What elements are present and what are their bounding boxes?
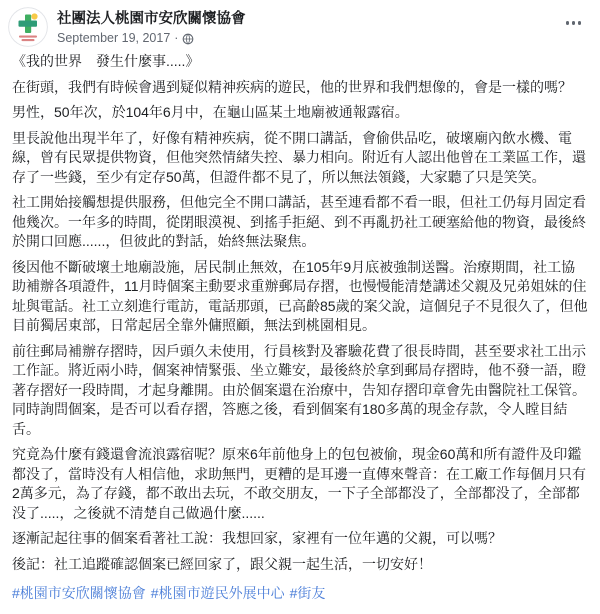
header-meta xyxy=(57,7,246,46)
timestamp-text: September 19, 2017 xyxy=(57,31,171,46)
page-name-link[interactable]: 社團法人桃園市安欣關懷協會 xyxy=(57,11,246,27)
timestamp-separator: · xyxy=(174,31,179,46)
post-paragraph: 男性，50年次，於104年6月中，在龜山區某土地廟被通報露宿。 xyxy=(12,104,409,120)
post-paragraph: 究竟為什麼有錢還會流浪露宿呢？原來6年前他身上的包包被偷，現金60萬和所有證件及印鑑都没了，當時没有人相信他，求助無門，更糟的是耳邊一直傳來聲音：在工廠工作每個月只有2萬多元，為了存錢，都不敢出去玩，不敢交朋友，一下子全部都没了，全部都没了，全部都没了.....，之後就不清楚自己做過什麼...... xyxy=(12,446,586,521)
page-avatar-anxin-logo-icon[interactable] xyxy=(8,7,48,47)
more-options-button[interactable] xyxy=(563,16,585,30)
more-options-icon xyxy=(578,21,582,25)
post-paragraph: 社工開始接觸想提供服務，但他完全不開口講話，甚至連看都不看一眼，但社工仍每月固定看他幾次。一年多的時間，從閉眼漠視、到搖手拒絕、到不再亂扔社工硬塞給他的物資，最後終於開口回應......，但彼此的對話，始終無法聚焦。 xyxy=(12,194,586,249)
post-paragraph: 里長說他出現半年了，好像有精神疾病，從不開口講話，會偷供品吃，破壞廟內飲水機、電線，曾有民眾提供物資，但他突然情緒失控、暴力相向。附近有人認出他曾在工業區工作，還存了一些錢，至少有定存50萬，但證件都不見了，所以無法領錢，大家聽了只是笑笑。 xyxy=(12,129,586,185)
hashtag-row xyxy=(0,584,600,614)
post-paragraph: 前往郵局補辦存摺時，因戶頭久未使用，行員核對及審驗花費了很長時間，甚至要求社工出示工作証。將近兩小時，個案神情緊張、坐立難安，最後終於拿到郵局存摺時，他不發一語，瞪著存摺好一段時間，才起身離開。由於個案還在治療中，告知存摺印章會先由醫院社工保管。同時詢問個案，是否可以看存摺，答應之後，看到個案有180多萬的現金存款，令人瞠目結舌。 xyxy=(12,342,586,437)
post-timestamp[interactable] xyxy=(57,31,246,46)
hashtag-link[interactable]: #桃園市遊民外展中心 xyxy=(150,585,285,601)
post-paragraph: 後因他不斷破壞土地廟設施，居民制止無效，在105年9月底被強制送醫。治療期間，社工協助補辦各項證件，11月時個案主動要求重辦郵局存摺，也慢慢能清楚講述父親及兄弟姐妹的住址與電話。社工立刻進行電訪，電話那頭，已高齡85歲的案父說，這個兒子不見很久了，但他目前獨居東部，日常起居全靠外傭照顧，無法到桃園相見。 xyxy=(12,258,588,333)
post-paragraph: 逐漸記起往事的個案看著社工說：我想回家，家裡有一位年邁的父親，可以嗎？ xyxy=(12,530,502,546)
post-paragraph: 後記：社工追蹤確認個案已經回家了，跟父親一起生活，一切安好！ xyxy=(12,555,432,572)
hashtag-link[interactable]: #桃園市安欣關懷協會 xyxy=(12,585,146,601)
globe-public-icon xyxy=(182,33,194,45)
post-content xyxy=(0,49,600,584)
hashtag-link[interactable]: #街友 xyxy=(289,585,326,601)
post-paragraph: 《我的世界 發生什麼事.....》 xyxy=(12,53,200,69)
more-options-icon xyxy=(572,21,576,25)
post-header xyxy=(0,0,600,49)
more-options-icon xyxy=(566,21,570,25)
post-paragraph: 在街頭，我們有時候會遇到疑似精神疾病的遊民，他的世界和我們想像的，會是一樣的嗎？ xyxy=(12,78,572,95)
